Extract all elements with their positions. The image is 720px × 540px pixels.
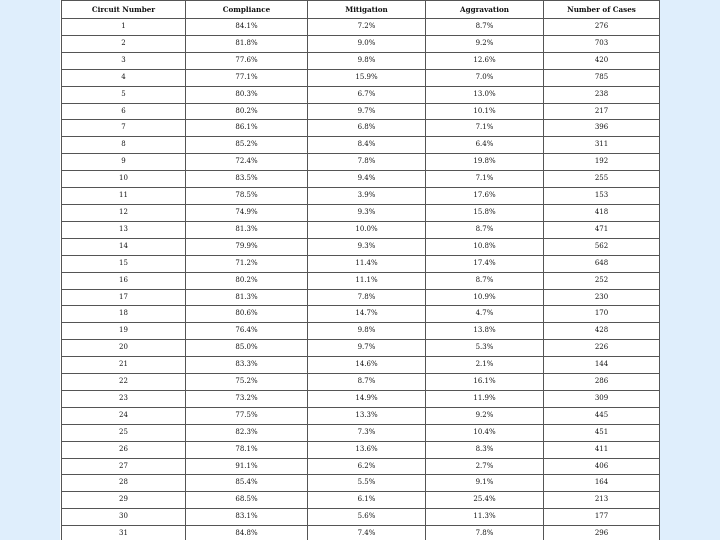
cell-mitigation: 13.6%: [308, 441, 426, 458]
cell-mitigation: 7.8%: [308, 289, 426, 306]
cell-aggravation: 7.1%: [426, 120, 544, 137]
cell-circuit-number: 18: [62, 306, 186, 323]
cell-mitigation: 15.9%: [308, 69, 426, 86]
cell-circuit-number: 29: [62, 492, 186, 509]
cell-mitigation: 5.5%: [308, 475, 426, 492]
cell-compliance: 82.3%: [186, 424, 308, 441]
cell-aggravation: 7.1%: [426, 171, 544, 188]
cell-number-of-cases: 785: [544, 69, 660, 86]
cell-compliance: 77.6%: [186, 52, 308, 69]
cell-compliance: 68.5%: [186, 492, 308, 509]
cell-mitigation: 6.2%: [308, 458, 426, 475]
cell-circuit-number: 26: [62, 441, 186, 458]
table-row: [62, 171, 660, 188]
cell-aggravation: 17.6%: [426, 188, 544, 205]
cell-mitigation: 7.3%: [308, 424, 426, 441]
cell-mitigation: 9.0%: [308, 35, 426, 52]
cell-mitigation: 14.6%: [308, 357, 426, 374]
cell-number-of-cases: 420: [544, 52, 660, 69]
cell-circuit-number: 4: [62, 69, 186, 86]
cell-compliance: 75.2%: [186, 374, 308, 391]
cell-aggravation: 15.8%: [426, 204, 544, 221]
cell-aggravation: 11.3%: [426, 509, 544, 526]
cell-aggravation: 5.3%: [426, 340, 544, 357]
cell-mitigation: 9.7%: [308, 340, 426, 357]
cell-circuit-number: 27: [62, 458, 186, 475]
cell-aggravation: 2.1%: [426, 357, 544, 374]
cell-aggravation: 9.2%: [426, 407, 544, 424]
table-body: [62, 19, 660, 540]
cell-circuit-number: 7: [62, 120, 186, 137]
cell-circuit-number: 23: [62, 390, 186, 407]
cell-compliance: 83.5%: [186, 171, 308, 188]
cell-mitigation: 10.0%: [308, 221, 426, 238]
cell-number-of-cases: 311: [544, 137, 660, 154]
cell-aggravation: 25.4%: [426, 492, 544, 509]
table-row: [62, 188, 660, 205]
cell-mitigation: 3.9%: [308, 188, 426, 205]
cell-circuit-number: 14: [62, 238, 186, 255]
cell-aggravation: 9.1%: [426, 475, 544, 492]
cell-number-of-cases: 703: [544, 35, 660, 52]
cell-circuit-number: 22: [62, 374, 186, 391]
cell-number-of-cases: 164: [544, 475, 660, 492]
cell-mitigation: 7.2%: [308, 19, 426, 36]
cell-number-of-cases: 276: [544, 19, 660, 36]
cell-aggravation: 19.8%: [426, 154, 544, 171]
cell-aggravation: 8.7%: [426, 272, 544, 289]
cell-number-of-cases: 428: [544, 323, 660, 340]
cell-mitigation: 14.7%: [308, 306, 426, 323]
cell-mitigation: 9.3%: [308, 204, 426, 221]
cell-aggravation: 8.3%: [426, 441, 544, 458]
cell-compliance: 83.1%: [186, 509, 308, 526]
cell-compliance: 81.3%: [186, 221, 308, 238]
cell-number-of-cases: 418: [544, 204, 660, 221]
cell-circuit-number: 15: [62, 255, 186, 272]
cell-mitigation: 9.3%: [308, 238, 426, 255]
cell-aggravation: 17.4%: [426, 255, 544, 272]
cell-compliance: 81.8%: [186, 35, 308, 52]
cell-mitigation: 11.4%: [308, 255, 426, 272]
cell-number-of-cases: 396: [544, 120, 660, 137]
cell-compliance: 83.3%: [186, 357, 308, 374]
header-circuit-number: Circuit Number: [62, 1, 186, 19]
cell-number-of-cases: 230: [544, 289, 660, 306]
cell-circuit-number: 16: [62, 272, 186, 289]
cell-mitigation: 6.7%: [308, 86, 426, 103]
table-row: [62, 120, 660, 137]
table-row: [62, 255, 660, 272]
cell-mitigation: 13.3%: [308, 407, 426, 424]
cell-mitigation: 8.4%: [308, 137, 426, 154]
cell-circuit-number: 1: [62, 19, 186, 36]
cell-circuit-number: 28: [62, 475, 186, 492]
cell-aggravation: 10.4%: [426, 424, 544, 441]
cell-compliance: 76.4%: [186, 323, 308, 340]
cell-compliance: 74.9%: [186, 204, 308, 221]
cell-compliance: 86.1%: [186, 120, 308, 137]
table-row: [62, 492, 660, 509]
cell-aggravation: 7.8%: [426, 526, 544, 540]
header-number-of-cases: Number of Cases: [544, 1, 660, 19]
header-mitigation: Mitigation: [308, 1, 426, 19]
cell-number-of-cases: 255: [544, 171, 660, 188]
cell-aggravation: 12.6%: [426, 52, 544, 69]
cell-number-of-cases: 286: [544, 374, 660, 391]
cell-number-of-cases: 153: [544, 188, 660, 205]
table-row: [62, 238, 660, 255]
table-row: [62, 340, 660, 357]
cell-circuit-number: 8: [62, 137, 186, 154]
cell-compliance: 85.0%: [186, 340, 308, 357]
cell-mitigation: 5.6%: [308, 509, 426, 526]
cell-compliance: 79.9%: [186, 238, 308, 255]
table-row: [62, 509, 660, 526]
cell-number-of-cases: 296: [544, 526, 660, 540]
cell-mitigation: 6.1%: [308, 492, 426, 509]
cell-compliance: 80.3%: [186, 86, 308, 103]
table-row: [62, 441, 660, 458]
cell-circuit-number: 31: [62, 526, 186, 540]
table-row: [62, 52, 660, 69]
cell-compliance: 80.2%: [186, 272, 308, 289]
table-row: [62, 86, 660, 103]
cell-mitigation: 9.4%: [308, 171, 426, 188]
cell-compliance: 77.5%: [186, 407, 308, 424]
document-page: [60, 0, 660, 540]
cell-compliance: 80.2%: [186, 103, 308, 120]
table-row: [62, 357, 660, 374]
cell-number-of-cases: 170: [544, 306, 660, 323]
table-row: [62, 137, 660, 154]
cell-aggravation: 13.8%: [426, 323, 544, 340]
cell-compliance: 77.1%: [186, 69, 308, 86]
table-row: [62, 323, 660, 340]
cell-aggravation: 9.2%: [426, 35, 544, 52]
cell-aggravation: 10.9%: [426, 289, 544, 306]
cell-compliance: 81.3%: [186, 289, 308, 306]
cell-circuit-number: 12: [62, 204, 186, 221]
cell-compliance: 85.4%: [186, 475, 308, 492]
cell-number-of-cases: 192: [544, 154, 660, 171]
cell-circuit-number: 11: [62, 188, 186, 205]
cell-number-of-cases: 471: [544, 221, 660, 238]
cell-aggravation: 2.7%: [426, 458, 544, 475]
table-row: [62, 221, 660, 238]
cell-circuit-number: 30: [62, 509, 186, 526]
table-row: [62, 204, 660, 221]
cell-compliance: 78.5%: [186, 188, 308, 205]
cell-mitigation: 11.1%: [308, 272, 426, 289]
cell-compliance: 84.8%: [186, 526, 308, 540]
table-row: [62, 154, 660, 171]
cell-number-of-cases: 411: [544, 441, 660, 458]
cell-compliance: 85.2%: [186, 137, 308, 154]
cell-number-of-cases: 144: [544, 357, 660, 374]
table-row: [62, 306, 660, 323]
table-row: [62, 390, 660, 407]
table-row: [62, 35, 660, 52]
cell-number-of-cases: 451: [544, 424, 660, 441]
table-row: [62, 475, 660, 492]
table-row: [62, 526, 660, 540]
cell-circuit-number: 21: [62, 357, 186, 374]
cell-number-of-cases: 445: [544, 407, 660, 424]
cell-aggravation: 11.9%: [426, 390, 544, 407]
cell-circuit-number: 3: [62, 52, 186, 69]
cell-aggravation: 10.1%: [426, 103, 544, 120]
cell-aggravation: 16.1%: [426, 374, 544, 391]
header-aggravation: Aggravation: [426, 1, 544, 19]
cell-mitigation: 7.8%: [308, 154, 426, 171]
table-row: [62, 458, 660, 475]
table-header-row: [62, 1, 660, 19]
cell-compliance: 84.1%: [186, 19, 308, 36]
cell-circuit-number: 2: [62, 35, 186, 52]
cell-compliance: 80.6%: [186, 306, 308, 323]
cell-circuit-number: 6: [62, 103, 186, 120]
cell-compliance: 72.4%: [186, 154, 308, 171]
cell-number-of-cases: 238: [544, 86, 660, 103]
cell-mitigation: 7.4%: [308, 526, 426, 540]
table-row: [62, 424, 660, 441]
cell-aggravation: 8.7%: [426, 19, 544, 36]
table-row: [62, 289, 660, 306]
table-row: [62, 374, 660, 391]
cell-circuit-number: 13: [62, 221, 186, 238]
cell-mitigation: 9.8%: [308, 323, 426, 340]
cell-mitigation: 8.7%: [308, 374, 426, 391]
cell-compliance: 91.1%: [186, 458, 308, 475]
table-row: [62, 407, 660, 424]
cell-circuit-number: 10: [62, 171, 186, 188]
cell-mitigation: 14.9%: [308, 390, 426, 407]
circuit-table: [61, 0, 660, 540]
cell-number-of-cases: 213: [544, 492, 660, 509]
cell-aggravation: 6.4%: [426, 137, 544, 154]
cell-number-of-cases: 309: [544, 390, 660, 407]
cell-aggravation: 7.0%: [426, 69, 544, 86]
cell-aggravation: 8.7%: [426, 221, 544, 238]
cell-circuit-number: 9: [62, 154, 186, 171]
cell-number-of-cases: 252: [544, 272, 660, 289]
cell-aggravation: 10.8%: [426, 238, 544, 255]
cell-circuit-number: 24: [62, 407, 186, 424]
cell-circuit-number: 25: [62, 424, 186, 441]
header-compliance: Compliance: [186, 1, 308, 19]
table-row: [62, 272, 660, 289]
cell-circuit-number: 17: [62, 289, 186, 306]
cell-number-of-cases: 226: [544, 340, 660, 357]
cell-aggravation: 13.0%: [426, 86, 544, 103]
cell-number-of-cases: 177: [544, 509, 660, 526]
table-row: [62, 69, 660, 86]
cell-compliance: 73.2%: [186, 390, 308, 407]
cell-compliance: 71.2%: [186, 255, 308, 272]
cell-circuit-number: 20: [62, 340, 186, 357]
cell-circuit-number: 19: [62, 323, 186, 340]
cell-mitigation: 6.8%: [308, 120, 426, 137]
cell-number-of-cases: 217: [544, 103, 660, 120]
cell-mitigation: 9.7%: [308, 103, 426, 120]
table-row: [62, 103, 660, 120]
table-row: [62, 19, 660, 36]
cell-number-of-cases: 406: [544, 458, 660, 475]
cell-number-of-cases: 562: [544, 238, 660, 255]
cell-number-of-cases: 648: [544, 255, 660, 272]
cell-circuit-number: 5: [62, 86, 186, 103]
cell-compliance: 78.1%: [186, 441, 308, 458]
cell-mitigation: 9.8%: [308, 52, 426, 69]
cell-aggravation: 4.7%: [426, 306, 544, 323]
